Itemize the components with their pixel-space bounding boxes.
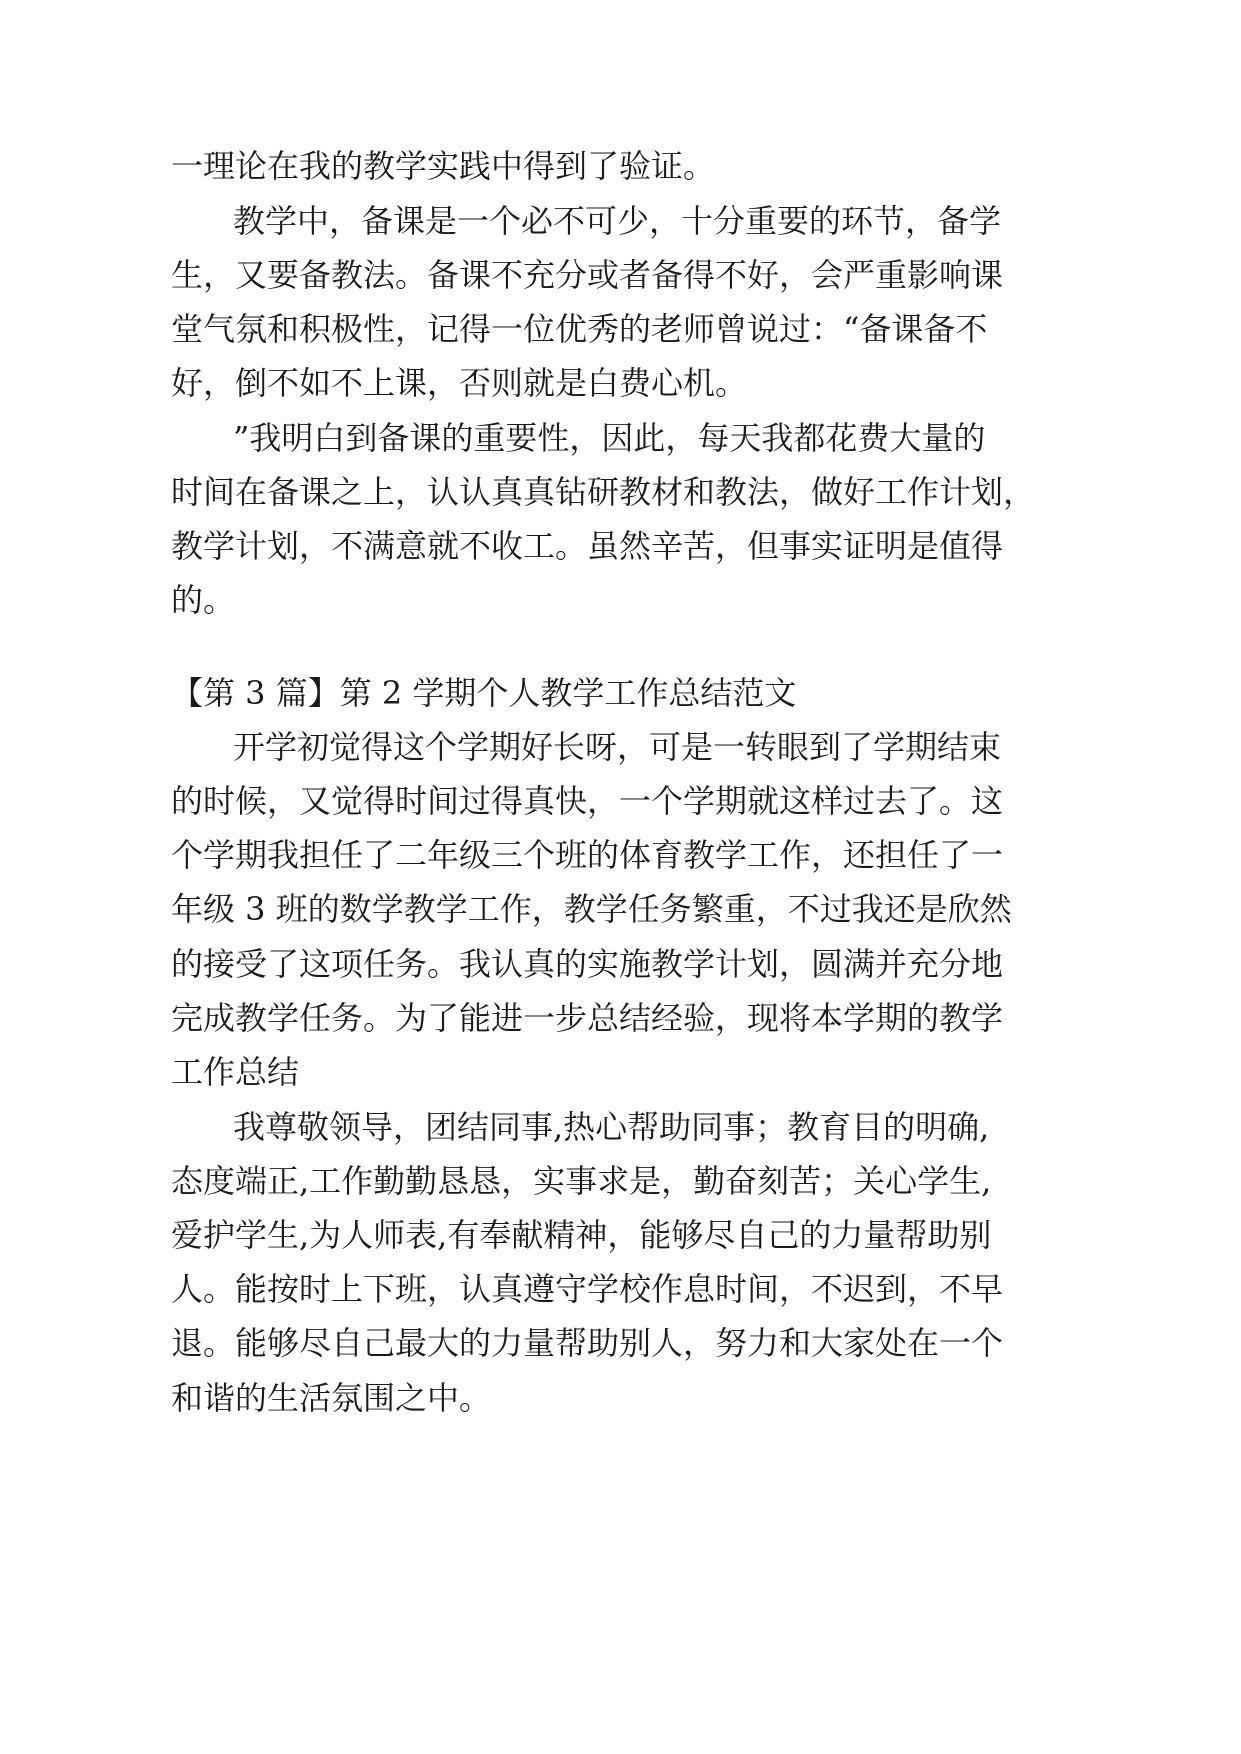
text-line: 完成教学任务。为了能进一步总结经验，现将本学期的教学 [171, 999, 1004, 1037]
text-line: 教学计划，不满意就不收工。虽然辛苦，但事实证明是值得 [171, 527, 1004, 565]
text-line: 生，又要备教法。备课不充分或者备得不好，会严重影响课 [171, 256, 1004, 294]
paragraph-first-line: 教学中，备课是一个必不可少，十分重要的环节，备学 [233, 202, 1002, 240]
text-line: 一理论在我的教学实践中得到了验证。 [171, 147, 716, 185]
text-line: 人。能按时上下班，认真遵守学校作息时间，不迟到，不早 [171, 1270, 1004, 1308]
text-line: 的时候，又觉得时间过得真快，一个学期就这样过去了。这 [171, 782, 1004, 820]
paragraph-first-line: ”我明白到备课的重要性，因此，每天我都花费大量的 [233, 419, 986, 457]
text-line: 年级 3 班的数学教学工作，教学任务繁重，不过我还是欣然 [171, 890, 1012, 928]
section-heading: 【第 3 篇】第 2 学期个人教学工作总结范文 [171, 674, 797, 712]
text-line: 堂气氛和积极性，记得一位优秀的老师曾说过：“备课备不 [171, 310, 988, 348]
text-line: 爱护学生,为人师表,有奉献精神，能够尽自己的力量帮助别 [171, 1216, 992, 1254]
text-line: 态度端正,工作勤勤恳恳，实事求是，勤奋刻苦；关心学生, [171, 1162, 992, 1200]
text-line: 时间在备课之上，认认真真钻研教材和教法，做好工作计划， [171, 473, 1036, 511]
text-line: 个学期我担任了二年级三个班的体育教学工作，还担任了一 [171, 836, 1004, 874]
text-line: 的接受了这项任务。我认真的实施教学计划，圆满并充分地 [171, 945, 1004, 983]
paragraph-first-line: 开学初觉得这个学期好长呀，可是一转眼到了学期结束 [233, 728, 1002, 766]
text-line: 的。 [171, 581, 236, 619]
text-line: 工作总结 [171, 1053, 300, 1091]
text-line: 好，倒不如不上课，否则就是白费心机。 [171, 364, 748, 402]
text-line: 和谐的生活氛围之中。 [171, 1379, 492, 1417]
paragraph-first-line: 我尊敬领导，团结同事,热心帮助同事；教育目的明确, [233, 1108, 990, 1146]
text-line: 退。能够尽自己最大的力量帮助别人，努力和大家处在一个 [171, 1324, 1004, 1362]
